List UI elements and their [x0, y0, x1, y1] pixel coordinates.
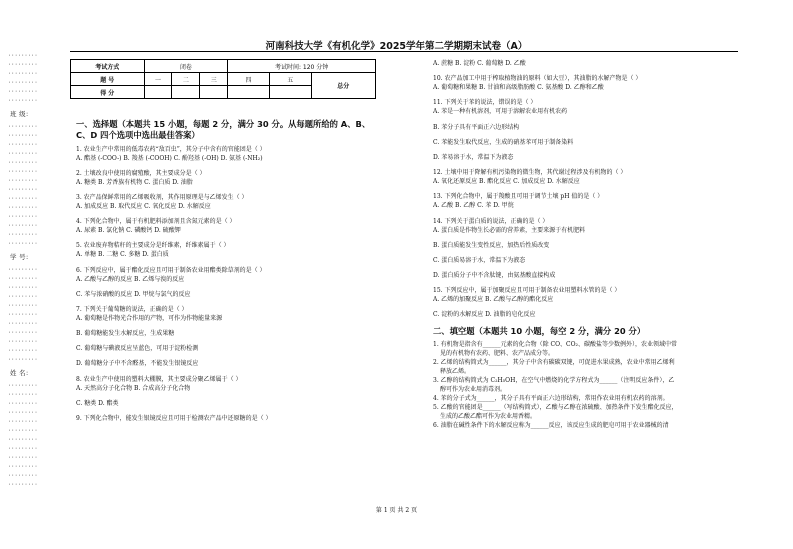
fill-question-cont: 见的有机物有农药、肥料、农产品成分等。	[440, 350, 555, 358]
binding-dot-line: ·········	[8, 303, 38, 309]
exam-time: 考试时间: 120 分钟	[228, 60, 376, 73]
binding-dot-line: ·········	[8, 357, 38, 363]
answer-options: B. 苯分子具有平面正六边形结构	[433, 123, 520, 131]
exam-info-table	[70, 59, 376, 99]
binding-dot-line: ·········	[8, 330, 38, 336]
answer-options: A. 乙酸 B. 乙醇 C. 苯 D. 甲烷	[433, 202, 514, 210]
binding-dot-line: ·········	[8, 383, 38, 389]
question-text: 12. 土壤中用于降解有机污染物的微生物，其代谢过程涉及有机物的（ ）	[433, 169, 627, 177]
answer-options: C. 葡萄糖与碘液反应呈蓝色，可用于淀粉检测	[76, 345, 199, 353]
binding-dot-line: ·········	[8, 241, 38, 247]
title-divider	[70, 51, 738, 52]
binding-dot-line: ·········	[8, 321, 38, 327]
fill-question-cont: 醇可作为农业用消毒剂。	[440, 386, 507, 394]
section-cell: 三	[200, 73, 228, 86]
answer-options: C. 淀粉的水解反应 D. 油脂的皂化反应	[433, 311, 536, 319]
answer-options: A. 葡萄糖是作物光合作用的产物，可作为作物能量来源	[76, 314, 223, 322]
binding-dot-line: ·········	[8, 187, 38, 193]
binding-dot-line: ·········	[8, 464, 38, 470]
question-text: 7. 下列关于葡萄糖的说法，正确的是（ ）	[76, 305, 188, 313]
answer-options: A. 乙烯的加聚反应 B. 乙酸与乙醇的酯化反应	[433, 296, 554, 304]
right-column	[433, 59, 733, 430]
binding-field-label: 班 级:	[10, 110, 29, 118]
fill-question: 2. 乙烯的结构简式为______，其分子中含有碳碳双键，可促进水果成熟，农业中常用乙烯利	[433, 359, 675, 367]
question-text: 11. 下列关于苯的说法，错误的是（ ）	[433, 99, 537, 107]
binding-dot-line: ·········	[8, 142, 38, 148]
answer-options: D. 葡萄糖分子中不含醛基，不能发生银镜反应	[76, 360, 199, 368]
section-heading: 二、填空题（本题共 10 小题，每空 2 分，满分 20 分）	[433, 325, 646, 336]
exam-type-label: 考试方式	[71, 60, 145, 73]
left-column	[76, 118, 376, 423]
question-text: 2. 土壤改良中使用的腐殖酸，其主要成分是（ ）	[76, 169, 206, 177]
binding-dot-line: ·········	[8, 205, 38, 211]
binding-dot-line: ·········	[8, 419, 38, 425]
answer-options: A. 天然高分子化合物 B. 合成高分子化合物	[76, 384, 191, 392]
section-heading: 一、选择题（本题共 15 小题，每题 2 分，满分 30 分。从每题所给的 A、B、C、D 四个选项中选出最佳答案）	[76, 119, 371, 140]
question-text: 15. 下列反应中，属于加聚反应且可用于制备农业用塑料水管的是（ ）	[433, 287, 621, 295]
binding-dot-line: ·········	[8, 80, 38, 86]
binding-dots	[8, 52, 60, 490]
score-label: 得 分	[71, 86, 145, 99]
fill-question-cont: 生成的乙酸乙酯可作为农业用香精。	[440, 413, 537, 421]
binding-dot-line: ·········	[8, 223, 38, 229]
binding-dot-line: ·········	[8, 473, 38, 479]
answer-options: A. 苯是一种有机溶剂，可用于溶解农业用有机农药	[433, 108, 568, 116]
question-text: 4. 下列化合物中，属于有机肥料添加剂且含氮元素的是（ ）	[76, 218, 236, 226]
score-cell[interactable]	[228, 86, 270, 99]
binding-dot-line: ·········	[8, 446, 38, 452]
binding-field-label: 姓 名:	[10, 369, 29, 377]
question-text: 9. 下列化合物中，能发生银镜反应且可用于检测农产品中还原糖的是（ ）	[76, 415, 272, 422]
binding-dot-line: ·········	[8, 214, 38, 220]
binding-dot-line: ·········	[8, 401, 38, 407]
question-text: 10. 农产品加工中用于榨取植物油的原料（如大豆），其油脂的水解产物是（ ）	[433, 75, 642, 83]
answer-options: A. 蔗糖 B. 淀粉 C. 葡萄糖 D. 乙酸	[433, 60, 526, 67]
binding-dot-line: ·········	[8, 455, 38, 461]
answer-options: C. 苯能发生取代反应，生成的硝基苯可用于制备染料	[433, 138, 574, 146]
question-text: 3. 农产品保鲜常用的乙烯吸收剂，其作用原理是与乙烯发生（ ）	[76, 193, 248, 201]
score-cell[interactable]	[172, 86, 200, 99]
section-cell: 五	[269, 73, 311, 86]
binding-dot-line: ·········	[8, 276, 38, 282]
question-number-label: 题 号	[71, 73, 145, 86]
answer-options: C. 苯与浓硝酸的反应 D. 甲烷与氯气的反应	[76, 290, 191, 298]
section-cell: 一	[144, 73, 172, 86]
binding-dot-line: ·········	[8, 160, 38, 166]
binding-dot-line: ·········	[8, 53, 38, 59]
answer-options: B. 蛋白质能发生变性反应，加热后性质改变	[433, 241, 550, 249]
answer-options: B. 葡萄糖能发生水解反应，生成果糖	[76, 330, 175, 338]
score-cell[interactable]	[200, 86, 228, 99]
binding-dot-line: ·········	[8, 124, 38, 130]
binding-field-label: 学 号:	[10, 253, 29, 261]
answer-options: A. 蛋白质是作物生长必需的营养素，主要来源于有机肥料	[433, 226, 586, 234]
total-score-label: 总分	[311, 73, 375, 99]
answer-options: A. 尿素 B. 氯化钠 C. 磷酸钙 D. 硫酸钾	[76, 227, 181, 235]
answer-options: A. 葡萄糖和果糖 B. 甘油和高级脂肪酸 C. 氨基酸 D. 乙醇和乙酸	[433, 84, 604, 92]
score-cell[interactable]	[269, 86, 311, 99]
binding-dot-line: ·········	[8, 285, 38, 291]
binding-dot-line: ·········	[8, 151, 38, 157]
binding-dot-line: ·········	[8, 178, 38, 184]
answer-options: D. 蛋白质分子中不含肽键，由氨基酸直接构成	[433, 272, 556, 280]
section-cell: 二	[172, 73, 200, 86]
answer-options: A. 乙酸与乙醇的反应 B. 乙烯与溴的反应	[76, 275, 185, 283]
question-text: 8. 农业生产中使用的塑料大棚膜，其主要成分聚乙烯属于（ ）	[76, 375, 242, 383]
answer-options: A. 氧化还原反应 B. 酯化反应 C. 加成反应 D. 水解反应	[433, 178, 580, 186]
fill-question: 1. 有机物是指含有______元素的化合物（除 CO、CO₂、碳酸盐等少数例外），农业领域中常	[433, 341, 677, 349]
question-text: 5. 农业废弃物秸秆的主要成分是纤维素，纤维素属于（ ）	[76, 242, 230, 250]
answer-options: C. 蛋白质易溶于水，常温下为液态	[433, 256, 526, 264]
binding-dot-line: ·········	[8, 339, 38, 345]
binding-dot-line: ·········	[8, 71, 38, 77]
binding-dot-line: ·········	[8, 196, 38, 202]
fill-question: 5. 乙酸的官能团是______（写结构简式），乙酸与乙醇在浓硫酸、加热条件下发生酯化反应，	[433, 404, 678, 412]
fill-question-cont: 释放乙烯。	[440, 368, 471, 376]
section-cell: 四	[228, 73, 270, 86]
question-text: 6. 下列反应中，属于酯化反应且可用于制备农业用酯类除草剂的是（ ）	[76, 266, 266, 274]
answer-options: C. 糖类 D. 酯类	[76, 399, 119, 407]
fill-question: 6. 油脂在碱性条件下的水解反应称为______反应，该反应生成的肥皂可用于农业器械的清	[433, 422, 669, 430]
question-text: 14. 下列关于蛋白质的说法，正确的是（ ）	[433, 217, 549, 225]
binding-dot-line: ·········	[8, 482, 38, 488]
page-number: 第 1 页 共 2 页	[375, 507, 418, 514]
page-title: 河南科技大学《有机化学》2025学年第二学期期末试卷（A）	[265, 41, 528, 52]
binding-dot-line: ·········	[8, 232, 38, 238]
fill-question: 4. 苯的分子式为______，其分子具有平面正六边形结构，常用作农业用有机农药的溶剂。	[433, 395, 669, 403]
binding-margin	[8, 52, 60, 502]
answer-options: D. 苯易溶于水，常温下为液态	[433, 153, 514, 161]
answer-options: A. 加成反应 B. 取代反应 C. 氧化反应 D. 水解反应	[76, 202, 211, 210]
binding-dot-line: ·········	[8, 348, 38, 354]
binding-dot-line: ·········	[8, 98, 38, 104]
binding-dot-line: ·········	[8, 169, 38, 175]
binding-dot-line: ·········	[8, 89, 38, 95]
binding-dot-line: ·········	[8, 267, 38, 273]
binding-dot-line: ·········	[8, 312, 38, 318]
binding-dot-line: ·········	[8, 437, 38, 443]
question-text: 1. 农业生产中常用的低毒农药“敌百虫”，其分子中含有的官能团是（ ）	[76, 145, 266, 153]
fill-question: 3. 乙醇的结构简式为 C₂H₅OH，在空气中燃烧的化学方程式为______（注明反应条件），乙	[433, 377, 675, 385]
score-cell[interactable]	[144, 86, 172, 99]
binding-dot-line: ·········	[8, 133, 38, 139]
binding-dot-line: ·········	[8, 410, 38, 416]
binding-dot-line: ·········	[8, 428, 38, 434]
answer-options: A. 单糖 B. 二糖 C. 多糖 D. 蛋白质	[76, 251, 169, 259]
binding-dot-line: ·········	[8, 294, 38, 300]
exam-type-value: 闭卷	[144, 60, 228, 73]
question-text: 13. 下列化合物中，属于羧酸且可用于调节土壤 pH 值的是（ ）	[433, 193, 604, 201]
binding-dot-line: ·········	[8, 392, 38, 398]
binding-dot-line: ·········	[8, 62, 38, 68]
answer-options: A. 糖类 B. 芳香族有机物 C. 蛋白质 D. 油脂	[76, 178, 193, 186]
answer-options: A. 酯基 (-COO-) B. 羧基 (-COOH) C. 酚羟基 (-OH) D. 氨基 (-NH₂)	[76, 154, 263, 162]
